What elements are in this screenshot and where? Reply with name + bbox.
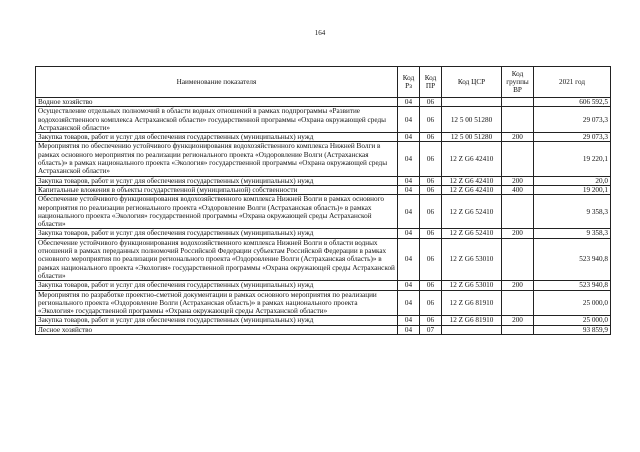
row-pr: 06 <box>420 142 442 176</box>
row-rz: 04 <box>398 195 420 229</box>
row-csr: 12 Z G6 81910 <box>442 290 502 316</box>
header-vr: Код группы ВР <box>502 67 534 98</box>
row-rz: 04 <box>398 185 420 194</box>
row-value: 9 358,3 <box>534 229 611 238</box>
row-vr: 400 <box>502 185 534 194</box>
table-row <box>36 238 611 280</box>
row-value: 606 592,5 <box>534 98 611 107</box>
header-csr: Код ЦСР <box>442 67 502 98</box>
table-row <box>36 229 611 238</box>
row-pr: 06 <box>420 316 442 325</box>
header-year: 2021 год <box>534 67 611 98</box>
row-rz: 04 <box>398 290 420 316</box>
row-value: 523 940,8 <box>534 281 611 290</box>
row-pr: 06 <box>420 229 442 238</box>
table-row <box>36 142 611 176</box>
row-vr <box>502 98 534 107</box>
row-name: Осуществление отдельных полномочий в области водных отношений в рамках подпрограммы «Развитие водохозяйственного комплекса Астраханской области» государственной программы «Охрана окружающей среды Астраханской области» <box>36 107 398 133</box>
table-row <box>36 185 611 194</box>
table-row <box>36 98 611 107</box>
row-value: 9 358,3 <box>534 195 611 229</box>
row-csr: 12 5 00 51280 <box>442 133 502 142</box>
row-value: 25 000,0 <box>534 316 611 325</box>
row-pr: 06 <box>420 107 442 133</box>
row-pr: 06 <box>420 195 442 229</box>
row-rz: 04 <box>398 316 420 325</box>
row-csr <box>442 98 502 107</box>
row-name: Мероприятия по обеспечению устойчивого функционирования водохозяйственного комплекса Нижней Волги в рамках основного мероприятия по реализации регионального проекта «Оздоровление Волги (Астраханская область)» в рамках национального проекта «Экология» государственной программы «Охрана окружающей среды Астраханской области» <box>36 142 398 176</box>
row-csr: 12 Z G6 53010 <box>442 238 502 280</box>
row-value: 25 000,0 <box>534 290 611 316</box>
row-csr: 12 Z G6 52410 <box>442 195 502 229</box>
row-rz: 04 <box>398 133 420 142</box>
row-rz: 04 <box>398 281 420 290</box>
row-vr <box>502 142 534 176</box>
row-rz: 04 <box>398 176 420 185</box>
row-pr: 07 <box>420 325 442 334</box>
table-row <box>36 195 611 229</box>
row-vr: 200 <box>502 316 534 325</box>
row-csr: 12 Z G6 42410 <box>442 176 502 185</box>
row-pr: 06 <box>420 281 442 290</box>
row-name: Обеспечение устойчивого функционирования водохозяйственного комплекса Нижней Волги в рамках основного мероприятия по реализации регионального проекта «Оздоровление Волги (Астраханская область)» в рамках национального проекта «Экология» государственной программы «Охрана окружающей среды Астраханской области» <box>36 195 398 229</box>
row-name: Капитальные вложения в объекты государственной (муниципальной) собственности <box>36 185 398 194</box>
row-name: Закупка товаров, работ и услуг для обеспечения государственных (муниципальных) нужд <box>36 281 398 290</box>
header-name: Наименование показателя <box>36 67 398 98</box>
row-pr: 06 <box>420 185 442 194</box>
row-name: Лесное хозяйство <box>36 325 398 334</box>
row-vr: 200 <box>502 229 534 238</box>
row-csr: 12 Z G6 42410 <box>442 185 502 194</box>
table-row <box>36 316 611 325</box>
table-row <box>36 107 611 133</box>
row-csr <box>442 325 502 334</box>
row-vr <box>502 195 534 229</box>
row-rz: 04 <box>398 107 420 133</box>
table-row <box>36 176 611 185</box>
table-row <box>36 281 611 290</box>
table-row <box>36 133 611 142</box>
row-pr: 06 <box>420 238 442 280</box>
table-row <box>36 290 611 316</box>
row-csr: 12 5 00 51280 <box>442 107 502 133</box>
table-row <box>36 325 611 334</box>
row-value: 19 200,1 <box>534 185 611 194</box>
header-rz: Код Рз <box>398 67 420 98</box>
row-name: Мероприятия по разработке проектно-сметной документации в рамках основного мероприятия по реализации регионального проекта «Оздоровление Волги (Астраханская область)» в рамках национального проекта «Экология» государственной программы «Охрана окружающей среды Астраханской области» <box>36 290 398 316</box>
row-name: Обеспечение устойчивого функционирования водохозяйственного комплекса Нижней Волги в области водных отношений в рамках переданных полномочий Российской Федерации субъектам Российской Федерации в рамках основного мероприятия по реализации регионального проекта «Оздоровление Волги (Астраханская область)» в рамках национального проекта «Экология» государственной программы «Охрана окружающей среды Астраханской области» <box>36 238 398 280</box>
row-value: 19 220,1 <box>534 142 611 176</box>
row-vr <box>502 238 534 280</box>
row-name: Закупка товаров, работ и услуг для обеспечения государственных (муниципальных) нужд <box>36 133 398 142</box>
row-pr: 06 <box>420 176 442 185</box>
row-pr: 06 <box>420 290 442 316</box>
row-vr: 200 <box>502 281 534 290</box>
row-vr: 200 <box>502 133 534 142</box>
row-name: Закупка товаров, работ и услуг для обеспечения государственных (муниципальных) нужд <box>36 229 398 238</box>
row-pr: 06 <box>420 98 442 107</box>
row-csr: 12 Z G6 42410 <box>442 142 502 176</box>
row-value: 20,0 <box>534 176 611 185</box>
table-header-row <box>36 67 611 98</box>
row-name: Закупка товаров, работ и услуг для обеспечения государственных (муниципальных) нужд <box>36 316 398 325</box>
row-value: 523 940,8 <box>534 238 611 280</box>
row-rz: 04 <box>398 325 420 334</box>
row-vr: 200 <box>502 176 534 185</box>
row-vr <box>502 107 534 133</box>
row-rz: 04 <box>398 229 420 238</box>
row-rz: 04 <box>398 142 420 176</box>
row-pr: 06 <box>420 133 442 142</box>
row-value: 29 073,3 <box>534 107 611 133</box>
row-rz: 04 <box>398 238 420 280</box>
row-csr: 12 Z G6 81910 <box>442 316 502 325</box>
row-vr <box>502 325 534 334</box>
row-csr: 12 Z G6 53010 <box>442 281 502 290</box>
budget-table <box>35 66 611 335</box>
header-pr: Код ПР <box>420 67 442 98</box>
page-number: 164 <box>314 29 326 37</box>
row-name: Водное хозяйство <box>36 98 398 107</box>
row-value: 29 073,3 <box>534 133 611 142</box>
row-csr: 12 Z G6 52410 <box>442 229 502 238</box>
row-name: Закупка товаров, работ и услуг для обеспечения государственных (муниципальных) нужд <box>36 176 398 185</box>
row-rz: 04 <box>398 98 420 107</box>
row-vr <box>502 290 534 316</box>
row-value: 93 859,9 <box>534 325 611 334</box>
